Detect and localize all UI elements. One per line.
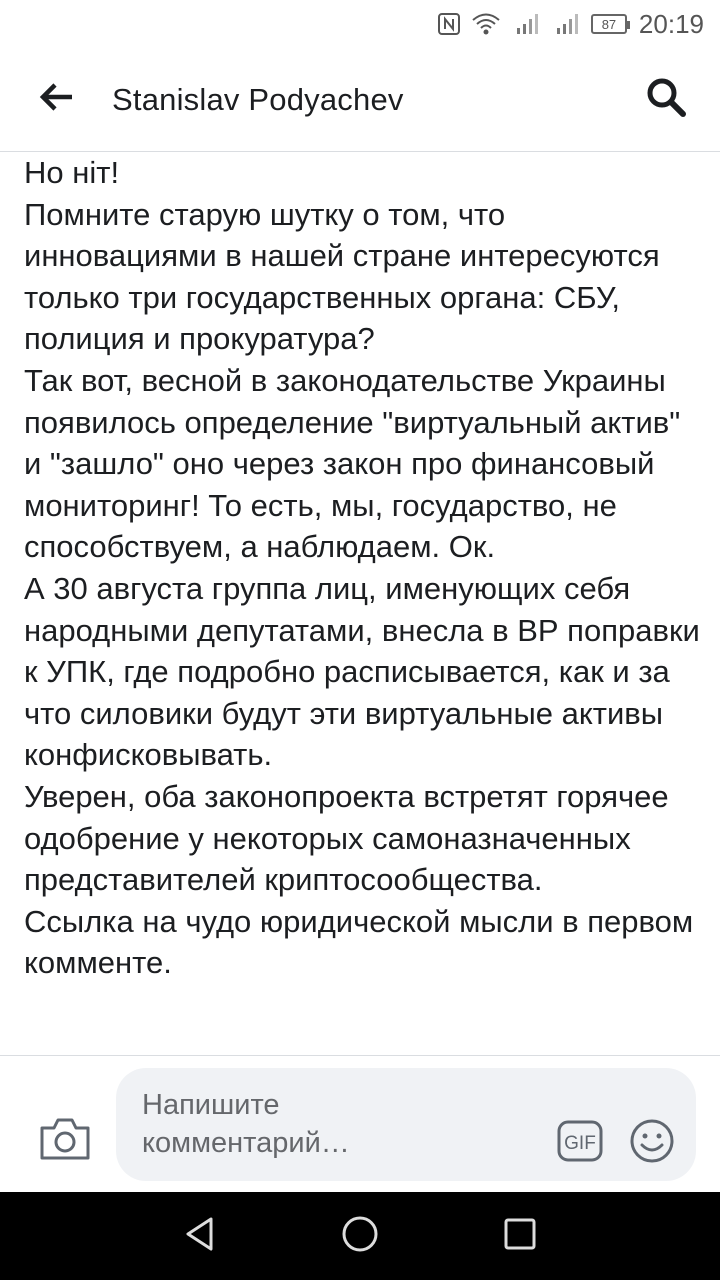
nfc-icon — [437, 12, 461, 36]
emoji-icon — [629, 1151, 675, 1168]
nav-home-button[interactable] — [338, 1214, 382, 1258]
recents-square-icon — [503, 1217, 537, 1256]
search-button[interactable] — [630, 64, 702, 136]
search-icon — [645, 76, 687, 123]
back-arrow-icon — [38, 82, 74, 117]
signal-icon — [551, 12, 581, 36]
back-triangle-icon — [183, 1216, 217, 1257]
back-button[interactable] — [20, 64, 92, 136]
header — [0, 48, 720, 152]
status-time: 20:19 — [638, 8, 704, 39]
nav-recents-button[interactable] — [498, 1214, 542, 1258]
page-title: Stanislav Podyachev — [112, 81, 404, 117]
comment-placeholder: Напишите комментарий… — [142, 1089, 350, 1159]
camera-icon — [38, 1151, 92, 1168]
battery-icon — [591, 14, 627, 34]
wifi-icon — [471, 12, 501, 36]
emoji-button[interactable] — [629, 1118, 675, 1164]
post-body — [24, 152, 704, 1055]
nav-back-button[interactable] — [178, 1214, 222, 1258]
camera-button[interactable] — [38, 1114, 92, 1164]
comment-input[interactable] — [116, 1068, 696, 1181]
gif-label: GIF — [564, 1133, 596, 1154]
status-bar — [0, 0, 720, 48]
comment-bar — [0, 1055, 720, 1192]
signal-icon — [511, 12, 541, 36]
post-text: Но ніт! Помните старую шутку о том, что инновациями в нашей стране интересуются только три государственных органа: СБУ, полиция и прокуратура? Так вот, весной в законодательстве Украины появилось определение "виртуальный актив" и "зашло" оно через закон про финансовый мониторинг! То есть, мы, государство, не способствуем, а наблюдаем. Ок. А 30 августа группа лиц, именующих себя народными депутатами, внесла в ВР поправки к УПК, где подробно расписывается, как и за что силовики будут эти виртуальные активы конфисковывать. Уверен, оба законопроекта встретят горячее одобрение у некоторых самоназначенных представителей криптосообщества. Ссылка на чудо юридической мысли в первом комменте. — [24, 155, 700, 981]
system-nav-bar — [0, 1192, 720, 1280]
battery-level: 87 — [601, 16, 617, 32]
home-circle-icon — [340, 1214, 380, 1259]
gif-button[interactable] — [557, 1120, 603, 1162]
